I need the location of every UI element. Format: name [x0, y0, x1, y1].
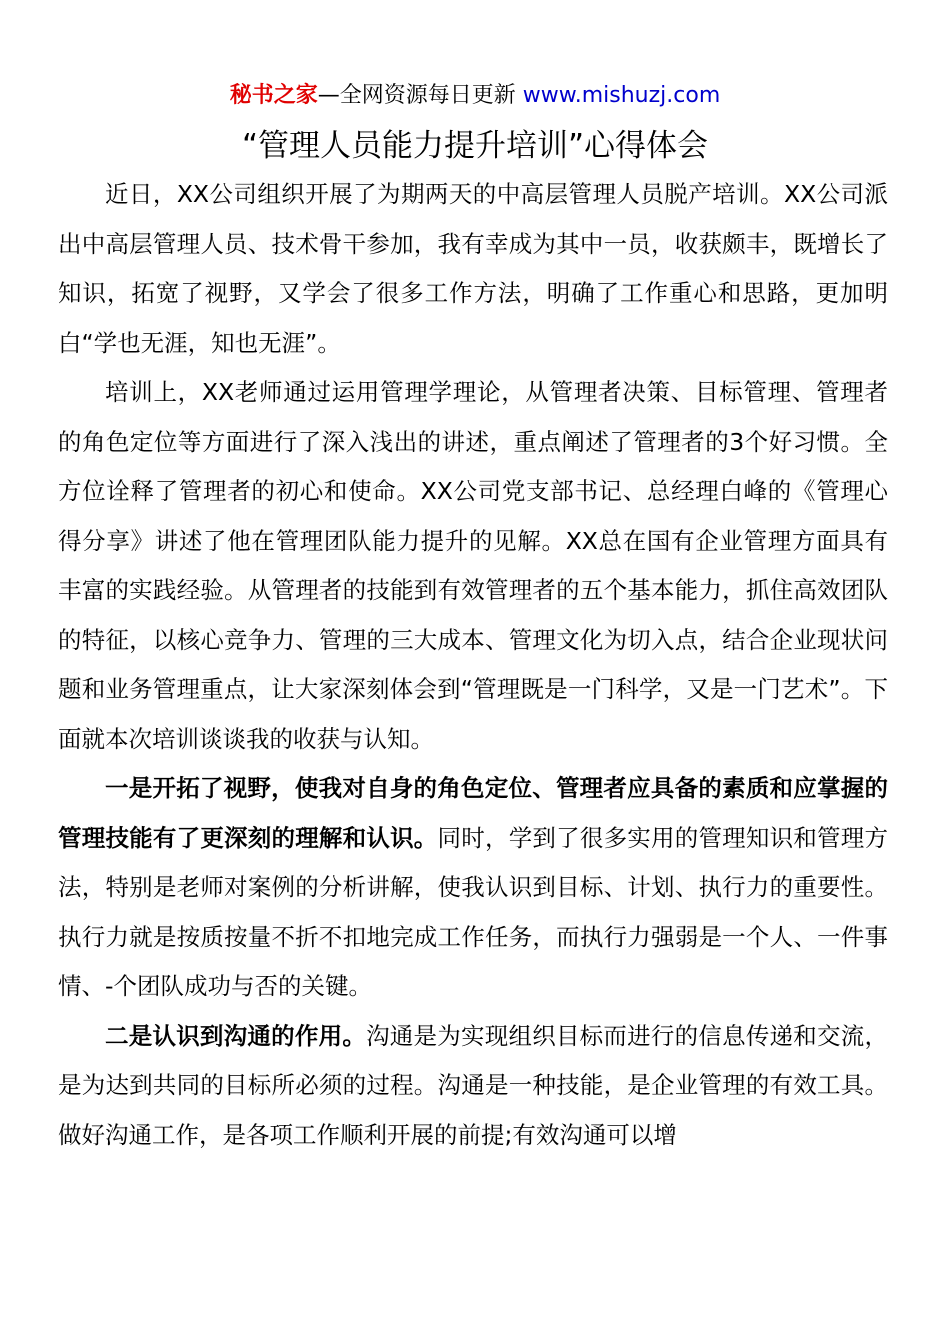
paragraph-text: 沟通是为实现组织目标而进行的信息传递和交流，是为达到共同的目标所必须的过程。沟通是一种技能，是企业管理的有效工具。做好沟通工作，是各项工作顺利开展的前提;有效沟通可以增 [58, 1021, 888, 1149]
paragraph [58, 1012, 888, 1161]
header-tagline: —全网资源每日更新 [317, 83, 523, 108]
paragraph [58, 368, 888, 764]
paragraph-lead: 一是开拓了视野，使我对自身的角色定位、管理者应具备的素质和应掌握的管理技能有了更深刻的理解和认识。 [58, 774, 888, 852]
brand-name: 秘书之家 [229, 83, 318, 108]
site-header [0, 80, 950, 112]
paragraph-text: 同时，学到了很多实用的管理知识和管理方法，特别是老师对案例的分析讲解，使我认识到目标、计划、执行力的重要性。执行力就是按质按量不折不扣地完成工作任务，而执行力强弱是一个人、一件事情、-个团队成功与否的关键。 [58, 823, 889, 1000]
document-body [58, 170, 888, 1160]
paragraph-lead: 二是认识到沟通的作用。 [105, 1021, 367, 1050]
paragraph [58, 764, 888, 1012]
paragraph-text: 培训上，XX老师通过运用管理学理论，从管理者决策、目标管理、管理者的角色定位等方面进行了深入浅出的讲述，重点阐述了管理者的3个好习惯。全方位诠释了管理者的初心和使命。XX公司党支部书记、总经理白峰的《管理心得分享》讲述了他在管理团队能力提升的见解。XX总在国有企业管理方面具有丰富的实践经验。从管理者的技能到有效管理者的五个基本能力，抓住高效团队的特征，以核心竞争力、管理的三大成本、管理文化为切入点，结合企业现状问题和业务管理重点，让大家深刻体会到“管理既是一门科学，又是一门艺术”。下面就本次培训谈谈我的收获与认知。 [58, 378, 888, 753]
document-title: “管理人员能力提升培训”心得体会 [241, 128, 709, 164]
site-url-link[interactable]: www.mishuzj.com [522, 83, 721, 108]
paragraph [58, 170, 888, 368]
paragraph-text: 近日，XX公司组织开展了为期两天的中高层管理人员脱产培训。XX公司派出中高层管理人员、技术骨干参加，我有幸成为其中一员，收获颇丰，既增长了知识，拓宽了视野，又学会了很多工作方法，明确了工作重心和思路，更加明白“学也无涯，知也无涯”。 [58, 180, 888, 357]
